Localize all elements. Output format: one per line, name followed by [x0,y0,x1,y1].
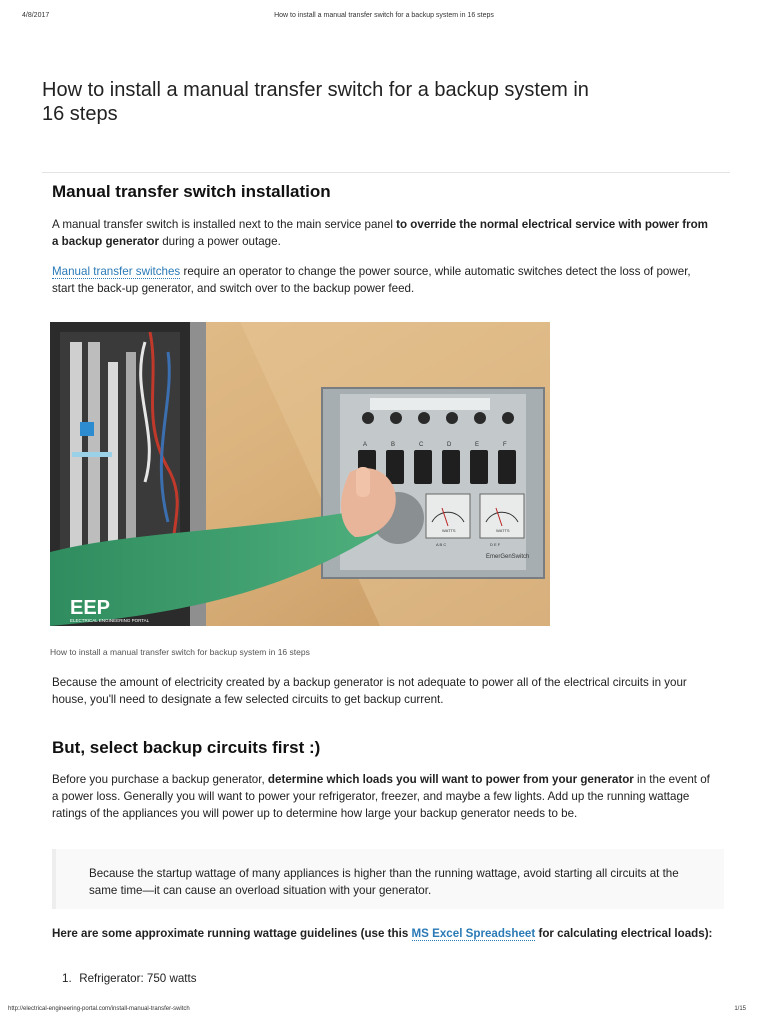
print-title: How to install a manual transfer switch for a backup system in 16 steps [274,12,494,19]
wattage-list [52,972,197,985]
intro-paragraph [52,216,712,250]
meter-unit-right: WATTS [496,528,510,533]
intro-text-end: during a power outage. [158,235,281,248]
circuits-paragraph: Because the amount of electricity created by a backup generator is not adequate to power all of the electrical circuits in your house, you'll need to designate a few selected circuits to get backup current. [52,676,687,706]
section-heading-select-circuits: But, select backup circuits first :) [52,738,321,757]
note-text: Because the startup wattage of many appliances is higher than the running wattage, avoid starting all circuits at the same time—it can cause an overload situation with your generator. [89,867,679,897]
generator-text-end: in the event of a power loss. Generally you will want to power your refrigerator, freezer, and maybe a few lights. Add up the running wattage ratings of the appliances you will power up to determine how large your backup generator needs to be. [52,773,710,820]
switch-label-b: B [391,442,396,448]
list-number: 1. [62,972,72,985]
guidelines-text: Here are some approximate running wattage guidelines (use this [52,927,412,940]
switch-types-text: require an operator to change the power source, while automatic switches detect the loss of power, start the back-up generator, and switch over to the backup power feed. [52,265,691,295]
generator-bold-text: determine which loads you will want to power from your generator [267,773,634,786]
page-title: How to install a manual transfer switch for a backup system in 16 steps [42,79,589,125]
list-text: Refrigerator: 750 watts [79,972,197,985]
intro-text: A manual transfer switch is installed next to the main service panel [52,218,397,231]
generator-text: Before you purchase a backup generator, [52,773,268,786]
switch-label-a: A [363,442,368,448]
switch-label-c: C [419,442,424,448]
divider [42,172,730,173]
wattage-guidelines-intro [52,925,717,942]
intro-bold-text: to override the normal electrical service with power from a backup generator [52,218,708,248]
section-heading-installation: Manual transfer switch installation [52,182,331,201]
transfer-switch-photo [50,322,550,626]
eep-logo: EEP [70,597,111,619]
print-date: 4/8/2017 [22,12,50,19]
list-item [52,972,197,985]
meter-unit-left: WATTS [442,528,456,533]
meter-group-right: D E F [490,542,501,547]
eep-logo-subtitle: ELECTRICAL ENGINEERING PORTAL [70,618,150,623]
note-blockquote [52,849,724,909]
print-page-number: 1/15 [734,1006,746,1012]
manual-transfer-switches-link[interactable]: Manual transfer switches [52,265,181,278]
generator-paragraph [52,771,717,822]
switch-brand: EmerGenSwitch [486,554,530,560]
switch-label-e: E [475,442,480,448]
guidelines-text-end: for calculating electrical loads): [535,927,713,940]
print-url: http://electrical-engineering-portal.com/install-manual-transfer-switch [8,1006,190,1012]
meter-group-left: A B C [436,542,447,547]
switch-label-f: F [503,442,507,448]
switch-types-paragraph [52,263,712,297]
figure-caption: How to install a manual transfer switch for backup system in 16 steps [50,647,310,657]
ms-excel-spreadsheet-link[interactable]: MS Excel Spreadsheet [411,927,536,940]
switch-label-d: D [447,442,452,448]
